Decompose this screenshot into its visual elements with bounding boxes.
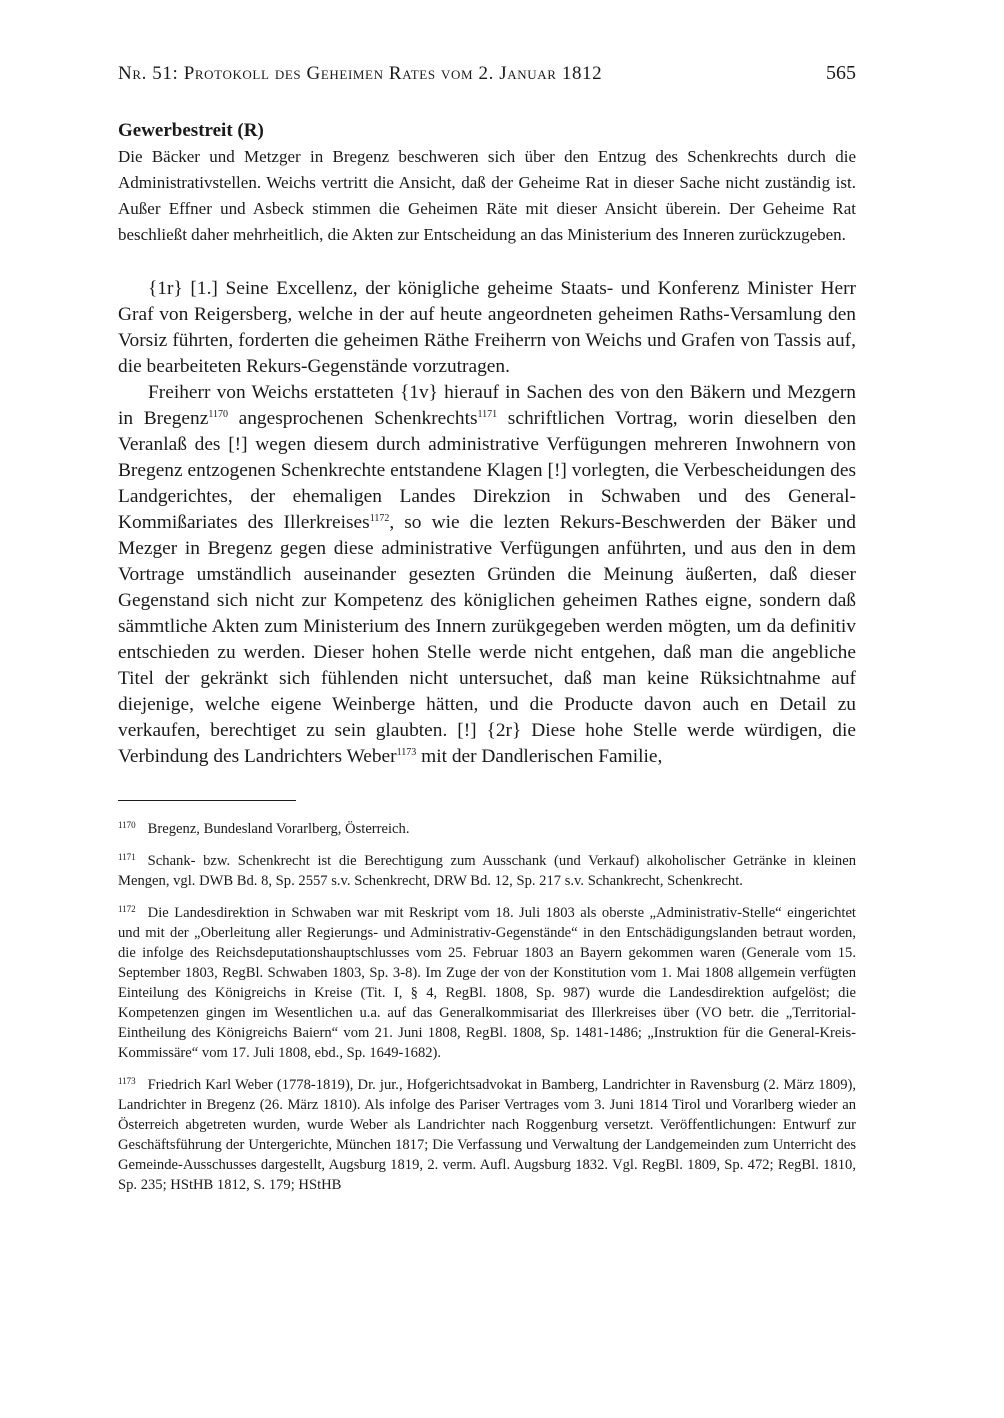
page-number: 565 (826, 62, 856, 84)
footnote-number: 1170 (118, 820, 136, 830)
paragraph-2-part-e: mit der Dandlerischen Familie, (416, 746, 663, 767)
running-header-title: Nr. 51: Protokoll des Geheimen Rates vom 2. Januar 1812 (118, 63, 603, 84)
footnote-divider (118, 800, 296, 801)
paragraph-2-part-a: Freiherr von Weichs erstatteten {1v} hierauf in Sachen des von den Bäkern und Mezgern in Bregenz (118, 382, 856, 429)
footnote-1171 (118, 847, 856, 891)
running-header (118, 62, 856, 96)
footnote-number: 1173 (118, 1076, 136, 1086)
paragraph-2 (118, 380, 856, 770)
footnote-1172 (118, 899, 856, 1063)
footnote-text: Bregenz, Bundesland Vorarlberg, Österreich. (147, 821, 410, 837)
footnote-1170 (118, 815, 856, 839)
footnote-text: Schank- bzw. Schenkrecht ist die Berechtigung zum Ausschank (und Verkauf) alkoholischer Getränke in kleinen Mengen, vgl. DWB Bd. 8, Sp. 2557 s.v. Schenkrecht, DRW Bd. 12, Sp. 217 s.v. Schankrecht, Schenkrecht. (118, 853, 856, 889)
document-page (118, 62, 856, 1203)
paragraph-2-part-d: , so wie die lezten Rekurs-Beschwerden der Bäker und Mezger in Bregenz gegen diese administrative Verfügungen anführten, und aus den in dem Vortrage umständlich auseinander gesezten Gründen die Meinung äußerten, daß dieser Gegenstand sich nicht zur Kompetenz des königlichen geheimen Rathes eigne, sondern daß sämmtliche Akten zum Ministerium des Innern zurükgegeben werden mögten, um da definitiv entschieden zu werden. Dieser hohen Stelle werde nicht entgehen, daß man die angebliche Titel der gekränkt sich fühlenden nicht untersuchet, daß man keine Rüksichtnahme auf diejenige, welche eigene Weinberge hätten, und die Producte davon auch en Detail zu verkaufen, berechtiget zu sein glaubten. [!] {2r} Diese hohe Stelle werde würdigen, die Verbindung des Landrichters Weber (118, 512, 856, 767)
paragraph-2-part-c: schriftlichen Vortrag, worin dieselben den Veranlaß des [!] wegen diesem durch administrative Verfügungen mehreren Inwohnern von Bregenz entzogenen Schenkrechte entstandene Klagen [!] vorlegten, die Verbescheidungen des Landgerichtes, der ehemaligen Landes Direkzion in Schwaben und des General-Kommißariates des Illerkreises (118, 408, 857, 533)
protocol-text (118, 276, 856, 770)
footnote-text: Friedrich Karl Weber (1778-1819), Dr. jur., Hofgerichtsadvokat in Bamberg, Landrichter in Ravensburg (2. März 1809), Landrichter in Bregenz (26. März 1810). Als infolge des Pariser Vertrages vom 3. Juni 1814 Tirol und Vorarlberg wieder an Österreich abgetreten wurden, wurde Weber als Landrichter nach Roggenburg versetzt. Veröffentlichungen: Entwurf zur Geschäftsführung der Untergerichte, München 1817; Die Verfassung und Verwaltung der Landgemeinden zum Unterricht des Gemeinde-Ausschusses dargestellt, Augsburg 1819, 2. verm. Aufl. Augsburg 1832. Vgl. RegBl. 1809, Sp. 472; RegBl. 1810, Sp. 235; HStHB 1812, S. 179; HStHB (118, 1077, 856, 1193)
footnote-ref-1173[interactable]: 1173 (396, 747, 417, 758)
footnotes (118, 815, 856, 1195)
footnote-number: 1172 (118, 904, 136, 914)
paragraph-1: {1r} [1.] Seine Excellenz, der königliche geheime Staats- und Konferenz Minister Herr Graf von Reigersberg, welche in der auf heute angeordneten geheimen Raths-Versamlung den Vorsiz führten, forderten die geheimen Räthe Freiherrn von Weichs und Grafen von Tassis auf, die bearbeiteten Rekurs-Gegenstände vorzutragen. (118, 278, 856, 377)
footnote-number: 1171 (118, 852, 136, 862)
section-summary: Die Bäcker und Metzger in Bregenz beschweren sich über den Entzug des Schenkrechts durch die Administrativstellen. Weichs vertritt die Ansicht, daß der Geheime Rat in dieser Sache nicht zuständig ist. Außer Effner und Asbeck stimmen die Geheimen Räte mit dieser Ansicht überein. Der Geheime Rat beschließt daher mehrheitlich, die Akten zur Entscheidung an das Ministerium des Inneren zurückzugeben. (118, 147, 856, 244)
footnote-ref-1170[interactable]: 1170 (208, 409, 228, 420)
paragraph-2-part-b: angesprochenen Schenkrechts (227, 408, 478, 429)
footnote-1173 (118, 1071, 856, 1195)
footnote-ref-1172[interactable]: 1172 (369, 513, 390, 524)
footnote-ref-1171[interactable]: 1171 (477, 409, 498, 420)
footnote-text: Die Landesdirektion in Schwaben war mit Reskript vom 18. Juli 1803 als oberste „Administrativ-Stelle“ eingerichtet und mit der „Oberleitung aller Regierungs- und Administrativ-Gegenstände“ in den Entschädigungslanden betraut worden, die infolge des Reichsdeputationshauptschlusses vom 25. Februar 1803 an Bayern gekommen waren (Generale vom 15. September 1803, RegBl. Schwaben 1803, Sp. 3-8). Im Zuge der von der Konstitution vom 1. Mai 1808 allgemein verfügten Einteilung des Königreichs in Kreise (Tit. I, § 4, RegBl. 1808, Sp. 987) wurde die Landesdirektion aufgelöst; die Kompetenzen gingen im Wesentlichen u.a. auf das Generalkommisariat des Illerkreises über (VO betr. die „Territorial-Eintheilung des Königreichs Baiern“ vom 21. Juni 1808, RegBl. 1808, Sp. 1481-1486; „Instruktion für die General-Kreis-Kommissäre“ vom 17. Juli 1808, ebd., Sp. 1649-1682). (118, 905, 856, 1061)
section-title: Gewerbestreit (R) (118, 120, 264, 141)
